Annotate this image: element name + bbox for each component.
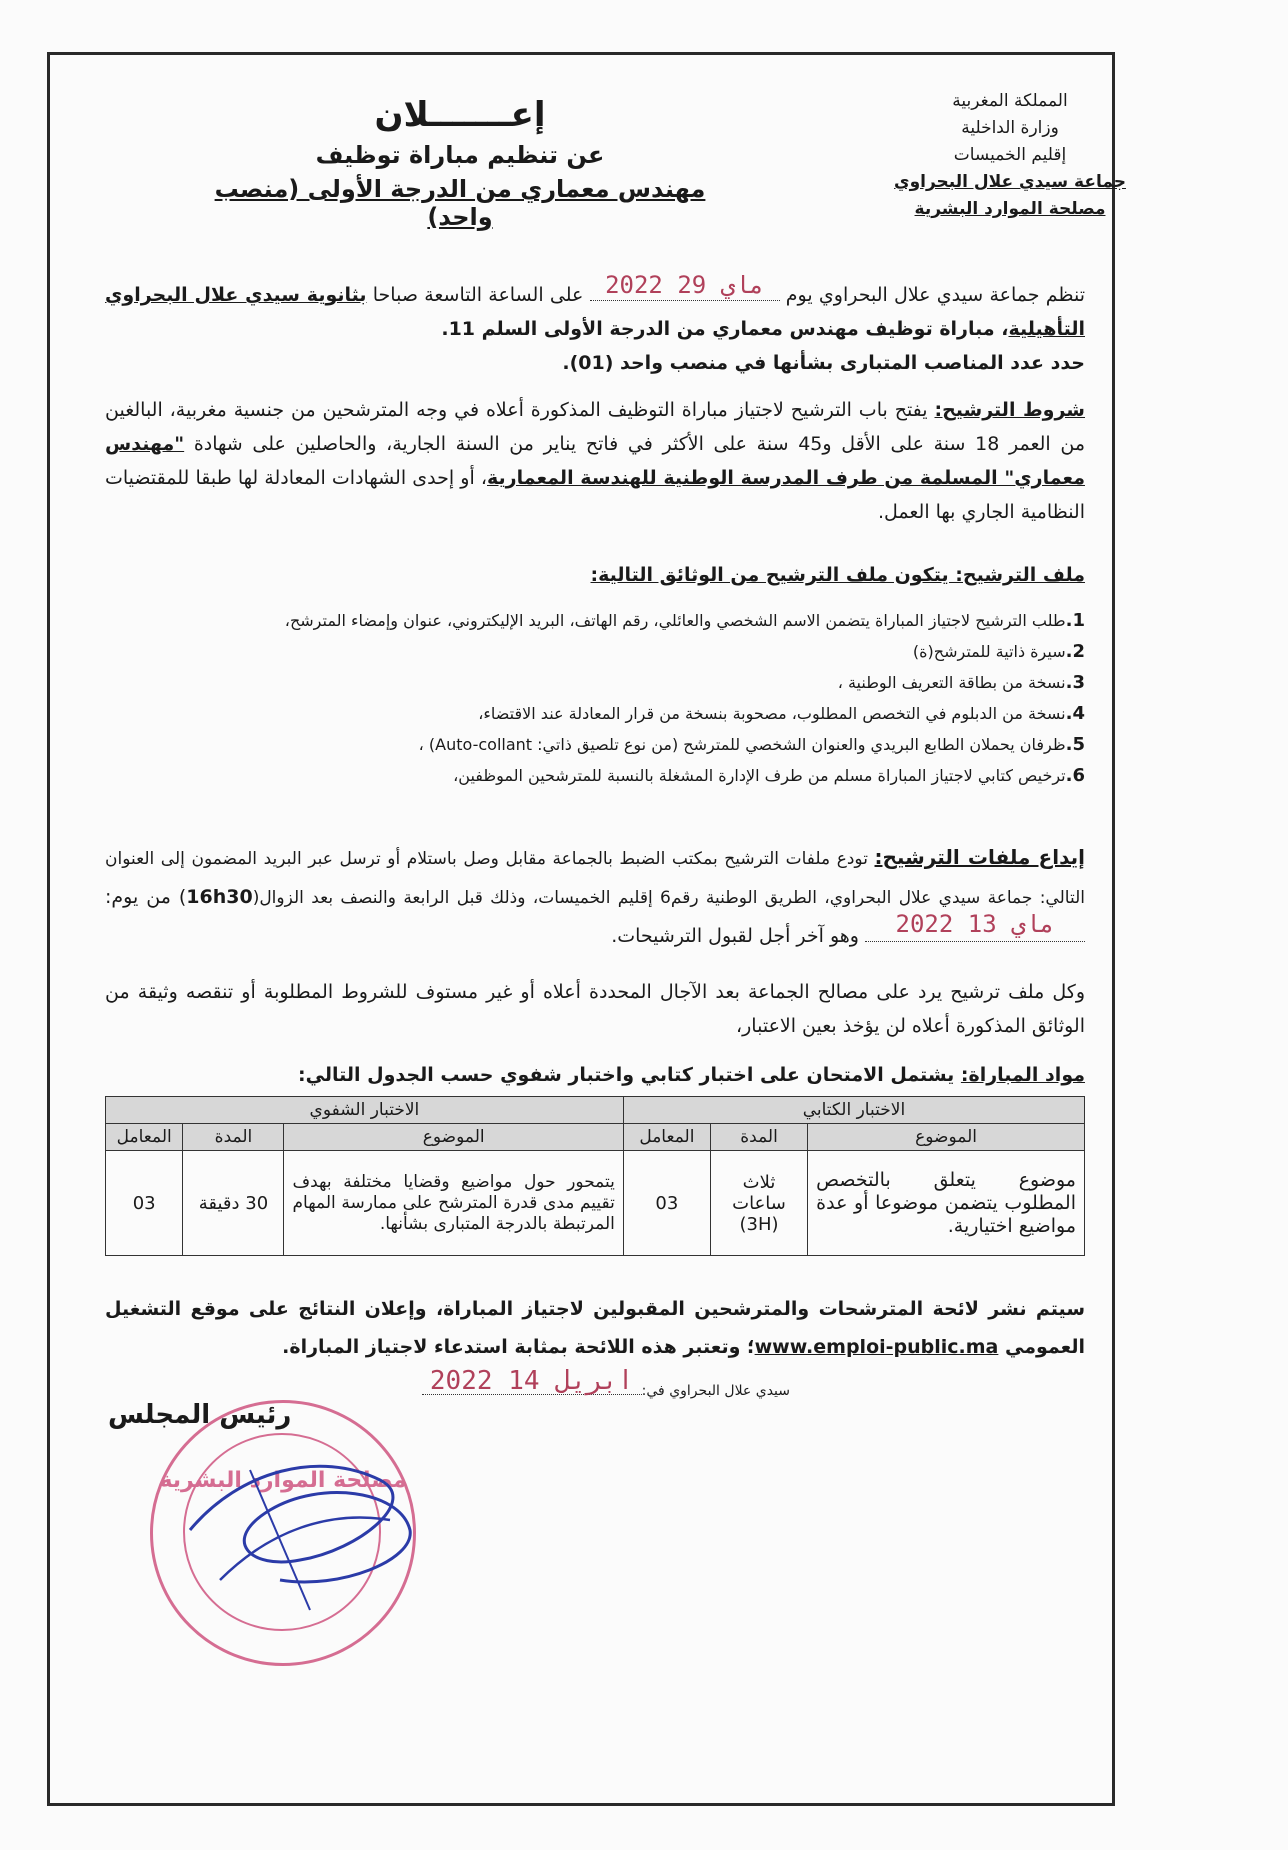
deadline-date-field [865, 910, 1085, 942]
deposit-text-2: ) من يوم: [105, 886, 187, 908]
list-item: 1.طلب الترشيح لاجتياز المباراة يتضمن الاسم الشخصي والعائلي، رقم الهاتف، البريد الإليكتروني، عنوان وإمضاء المترشح، [284, 610, 1085, 631]
exam-table [105, 1096, 1085, 1256]
oral-test-header: الاختبار الشفوي [106, 1097, 624, 1124]
list-item: 3.نسخة من بطاقة التعريف الوطنية ، [837, 672, 1085, 693]
positions-count-text: حدد عدد المناصب المتبارى بشأنها في منصب واحد (01). [562, 352, 1085, 374]
deadline-time: 16h30 [186, 886, 253, 908]
stamp-text: مصلحة الموارد البشرية [159, 1468, 407, 1493]
intro-text-1: تنظم جماعة سيدي علال البحراوي يوم [779, 284, 1085, 306]
oral-coef-col: المعامل [106, 1124, 183, 1151]
written-duration-cell: ثلاث ساعات (3H) [710, 1151, 807, 1256]
intro-paragraph [105, 271, 1085, 380]
website-link[interactable]: www.emploi-public.ma [754, 1336, 999, 1358]
list-item: 2.سيرة ذاتية للمترشح(ة) [912, 641, 1085, 662]
conditions-text-2: ، أو إحدى الشهادات المعادلة لها طبقا للمقتضيات النظامية الجاري بها العمل. [105, 467, 1085, 523]
announcement-title: إعـــــــلان [374, 95, 546, 135]
file-items-list [105, 605, 1085, 791]
deadline-date-handwritten: 2022 ماي 13 [895, 910, 1055, 938]
signature-date-field [422, 1366, 642, 1396]
written-subject-cell: موضوع يتعلق بالتخصص المطلوب يتضمن موضوعا أو عدة مواضيع اختيارية. [808, 1151, 1085, 1256]
oral-coef-cell: 03 [106, 1151, 183, 1256]
department-line: مصلحة الموارد البشرية [914, 199, 1106, 219]
administrative-header [890, 88, 1130, 223]
file-heading [105, 558, 1085, 592]
list-item: 5.ظرفان يحملان الطابع البريدي والعنوان الشخصي للمترشح (من نوع تلصيق ذاتي: Auto-collant) ، [418, 734, 1085, 755]
rejection-paragraph: وكل ملف ترشيح يرد على مصالح الجماعة بعد الآجال المحددة أعلاه أو غير مستوف للشروط المطلوبة أو تنقصه وثيقة من الوثائق المذكورة أعلاه لن يؤخذ بعين الاعتبار، [105, 981, 1085, 1037]
position-title: مهندس معماري من الدرجة الأولى (منصب واحد) [214, 175, 706, 231]
subjects-heading-text: يشتمل الامتحان على اختبار كتابي واختبار شفوي حسب الجدول التالي: [298, 1064, 961, 1086]
list-item: 6.ترخيص كتابي لاجتياز المباراة مسلم من طرف الإدارة المشغلة بالنسبة للمترشحين الموظفين، [453, 765, 1085, 786]
publication-text-2: ؛ وتعتبر هذه اللائحة بمثابة استدعاء لاجتياز المباراة. [282, 1336, 755, 1358]
oral-duration-cell: 30 دقيقة [183, 1151, 284, 1256]
deposit-text-1: تودع ملفات الترشيح بمكتب الضبط بالجماعة مقابل وصل باستلام أو ترسل عبر البريد المضمون إلى العنوان التالي: جماعة سيدي علال البحراوي، الطريق الوطنية رقم6 إقليم الخميسات، وذلك قبل الرابعة والنصف بعد الزوال( [105, 849, 1085, 908]
announcement-subtitle: عن تنظيم مباراة توظيف [315, 141, 605, 169]
written-coef-cell: 03 [623, 1151, 710, 1256]
subjects-label: مواد المباراة: [960, 1064, 1085, 1086]
conditions-paragraph [105, 393, 1085, 529]
written-coef-col: المعامل [623, 1124, 710, 1151]
exam-date-handwritten: 2022 ماي 29 [605, 271, 765, 299]
publication-paragraph [105, 1290, 1085, 1366]
venue-text: بثانوية سيدي علال البحراوي التأهيلية [105, 284, 1085, 340]
conditions-text-1: يفتح باب الترشيح لاجتياز مباراة التوظيف المذكورة أعلاه في وجه المترشحين من جنسية مغربية، البالغين من العمر 18 سنة على الأقل و45 سنة على الأكثر في فاتح يناير من السنة الجارية، والحاصلين على شهادة [105, 399, 1086, 455]
written-duration-col: المدة [710, 1124, 807, 1151]
intro-text-3: ، مباراة توظيف مهندس معماري من الدرجة الأولى السلم 11. [441, 318, 1009, 340]
conditions-label: شروط الترشيح: [934, 399, 1085, 421]
oral-subject-cell: يتمحور حول مواضيع وقضايا مختلفة بهدف تقييم مدى قدرة المترشح على ممارسة المهام المرتبطة بالدرجة المتبارى بشأنها. [284, 1151, 623, 1256]
deposit-label: إيداع ملفات الترشيح: [874, 845, 1085, 869]
deposit-paragraph [105, 838, 1085, 955]
diploma-text: "مهندس معماري" المسلمة من طرف المدرسة الوطنية للهندسة المعمارية [105, 433, 1085, 489]
deposit-text-3: وهو آخر أجل لقبول الترشيحات. [611, 925, 865, 947]
commune-line: جماعة سيدي علال البحراوي [894, 172, 1126, 192]
written-subject-col: الموضوع [808, 1124, 1085, 1151]
president-title: رئيس المجلس [108, 1400, 292, 1430]
exam-date-field [590, 271, 780, 301]
oral-subject-col: الموضوع [284, 1124, 623, 1151]
file-heading-text: ملف الترشيح: يتكون ملف الترشيح من الوثائق التالية: [590, 564, 1085, 586]
oral-duration-col: المدة [183, 1124, 284, 1151]
written-test-header: الاختبار الكتابي [623, 1097, 1084, 1124]
intro-text-2: على الساعة التاسعة صباحا [366, 284, 590, 306]
subjects-heading [105, 1058, 1085, 1092]
title-block [180, 95, 740, 231]
kingdom-line: المملكة المغربية [952, 91, 1068, 111]
list-item: 4.نسخة من الدبلوم في التخصص المطلوب، مصحوبة بنسخة من قرار المعادلة عند الاقتضاء، [478, 703, 1085, 724]
province-line: إقليم الخميسات [953, 145, 1067, 165]
signature-date-handwritten: 2022 ابريل 14 [429, 1366, 634, 1396]
signature-place-label: سيدي علال البحراوي في: [641, 1383, 790, 1399]
publication-text-1: سيتم نشر لائحة المترشحات والمترشحين المقبولين لاجتياز المباراة، وإعلان النتائج على موقع التشغيل العمومي [105, 1298, 1085, 1358]
handwritten-signature [160, 1410, 440, 1630]
signature-place-line [390, 1366, 790, 1399]
ministry-line: وزارة الداخلية [961, 118, 1059, 138]
